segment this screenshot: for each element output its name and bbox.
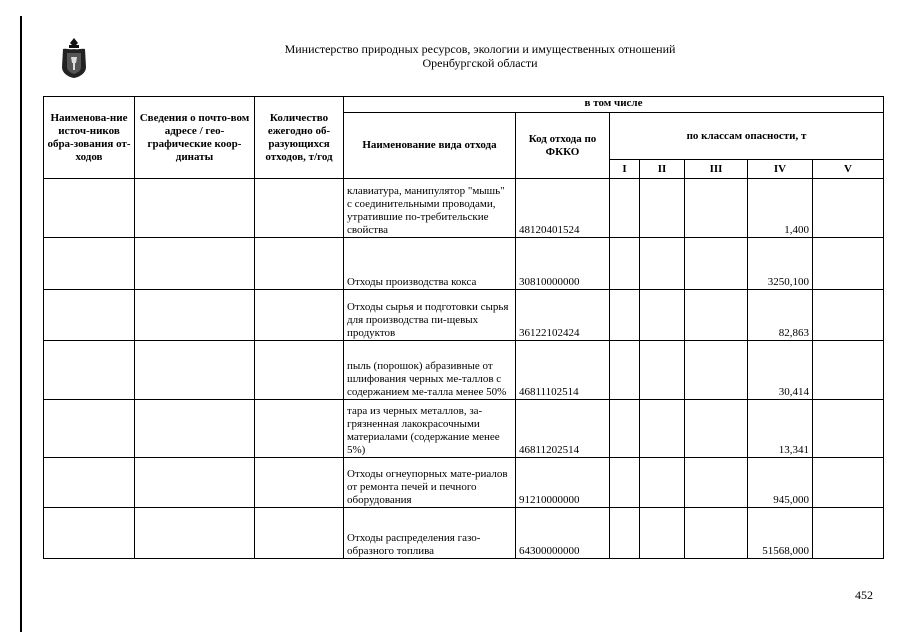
cell-quantity [255, 458, 344, 508]
col-header-class-4: IV [748, 160, 813, 179]
cell-quantity [255, 508, 344, 559]
cell-source [44, 179, 135, 238]
table-row [44, 290, 884, 341]
cell-class-1 [610, 290, 640, 341]
cell-class-4: 1,400 [748, 179, 813, 238]
cell-class-2 [640, 400, 685, 458]
cell-class-1 [610, 179, 640, 238]
cell-address [135, 179, 255, 238]
cell-class-2 [640, 290, 685, 341]
cell-code: 91210000000 [516, 458, 610, 508]
ministry-header [260, 42, 700, 70]
cell-class-1 [610, 400, 640, 458]
col-header-class-2: II [640, 160, 685, 179]
cell-class-4: 82,863 [748, 290, 813, 341]
cell-class-4: 945,000 [748, 458, 813, 508]
cell-class-5 [813, 458, 884, 508]
ministry-name: Министерство природных ресурсов, экологии и имущественных отношений [284, 42, 676, 56]
col-header-quantity: Количество ежегодно об-разующихся отходов, т/год [255, 97, 344, 179]
cell-class-2 [640, 238, 685, 290]
cell-code: 48120401524 [516, 179, 610, 238]
table-row [44, 508, 884, 559]
waste-sources-table [43, 96, 884, 559]
cell-waste-name: Отходы огнеупорных мате-риалов от ремонта печей и печного оборудования [344, 458, 516, 508]
cell-class-3 [685, 290, 748, 341]
cell-code: 64300000000 [516, 508, 610, 559]
cell-address [135, 400, 255, 458]
table-row [44, 458, 884, 508]
cell-class-5 [813, 400, 884, 458]
cell-class-3 [685, 179, 748, 238]
cell-class-2 [640, 508, 685, 559]
cell-waste-name: клавиатура, манипулятор "мышь" с соединительными проводами, утратившие по-требительские свойства [344, 179, 516, 238]
cell-class-1 [610, 238, 640, 290]
cell-source [44, 341, 135, 400]
table-row [44, 400, 884, 458]
cell-class-2 [640, 179, 685, 238]
cell-address [135, 290, 255, 341]
cell-code: 30810000000 [516, 238, 610, 290]
cell-class-3 [685, 458, 748, 508]
table-row [44, 341, 884, 400]
cell-class-4: 13,341 [748, 400, 813, 458]
col-header-hazard-classes: по классам опасности, т [610, 113, 884, 160]
cell-waste-name: Отходы сырья и подготовки сырья для производства пи-щевых продуктов [344, 290, 516, 341]
col-header-source: Наименова-ние источ-ников обра-зования от-ходов [44, 97, 135, 179]
cell-waste-name: Отходы производства кокса [344, 238, 516, 290]
cell-class-1 [610, 341, 640, 400]
cell-class-1 [610, 458, 640, 508]
col-header-class-1: I [610, 160, 640, 179]
cell-class-1 [610, 508, 640, 559]
cell-class-5 [813, 341, 884, 400]
cell-class-5 [813, 290, 884, 341]
cell-address [135, 458, 255, 508]
cell-waste-name: тара из черных металлов, за-грязненная лакокрасочными материалами (содержание менее 5%) [344, 400, 516, 458]
cell-quantity [255, 238, 344, 290]
cell-source [44, 508, 135, 559]
cell-quantity [255, 290, 344, 341]
cell-source [44, 458, 135, 508]
cell-class-2 [640, 458, 685, 508]
cell-class-4: 51568,000 [748, 508, 813, 559]
cell-quantity [255, 400, 344, 458]
col-header-including: в том числе [344, 97, 884, 113]
cell-class-5 [813, 508, 884, 559]
cell-quantity [255, 341, 344, 400]
cell-address [135, 341, 255, 400]
cell-code: 46811202514 [516, 400, 610, 458]
cell-quantity [255, 179, 344, 238]
col-header-class-3: III [685, 160, 748, 179]
cell-class-3 [685, 238, 748, 290]
col-header-address: Сведения о почто-вом адресе / гео-графические коор-динаты [135, 97, 255, 179]
cell-source [44, 238, 135, 290]
cell-class-5 [813, 179, 884, 238]
oblast-coat-of-arms-icon [60, 37, 88, 79]
cell-class-3 [685, 508, 748, 559]
region-name: Оренбургской области [422, 56, 538, 70]
cell-source [44, 290, 135, 341]
cell-address [135, 238, 255, 290]
cell-code: 46811102514 [516, 341, 610, 400]
col-header-waste-name: Наименование вида отхода [344, 113, 516, 179]
cell-class-2 [640, 341, 685, 400]
cell-waste-name: Отходы распределения газо-образного топлива [344, 508, 516, 559]
cell-waste-name: пыль (порошок) абразивные от шлифования черных ме-таллов с содержанием ме-талла менее 50% [344, 341, 516, 400]
cell-class-3 [685, 341, 748, 400]
header-row-1 [44, 97, 884, 113]
cell-class-3 [685, 400, 748, 458]
cell-class-5 [813, 238, 884, 290]
col-header-class-5: V [813, 160, 884, 179]
page-number: 452 [855, 588, 873, 602]
cell-code: 36122102424 [516, 290, 610, 341]
cell-source [44, 400, 135, 458]
cell-class-4: 3250,100 [748, 238, 813, 290]
col-header-code: Код отхода по ФККО [516, 113, 610, 179]
cell-class-4: 30,414 [748, 341, 813, 400]
cell-address [135, 508, 255, 559]
table-row [44, 238, 884, 290]
table-row [44, 179, 884, 238]
page-left-rule [20, 16, 22, 632]
